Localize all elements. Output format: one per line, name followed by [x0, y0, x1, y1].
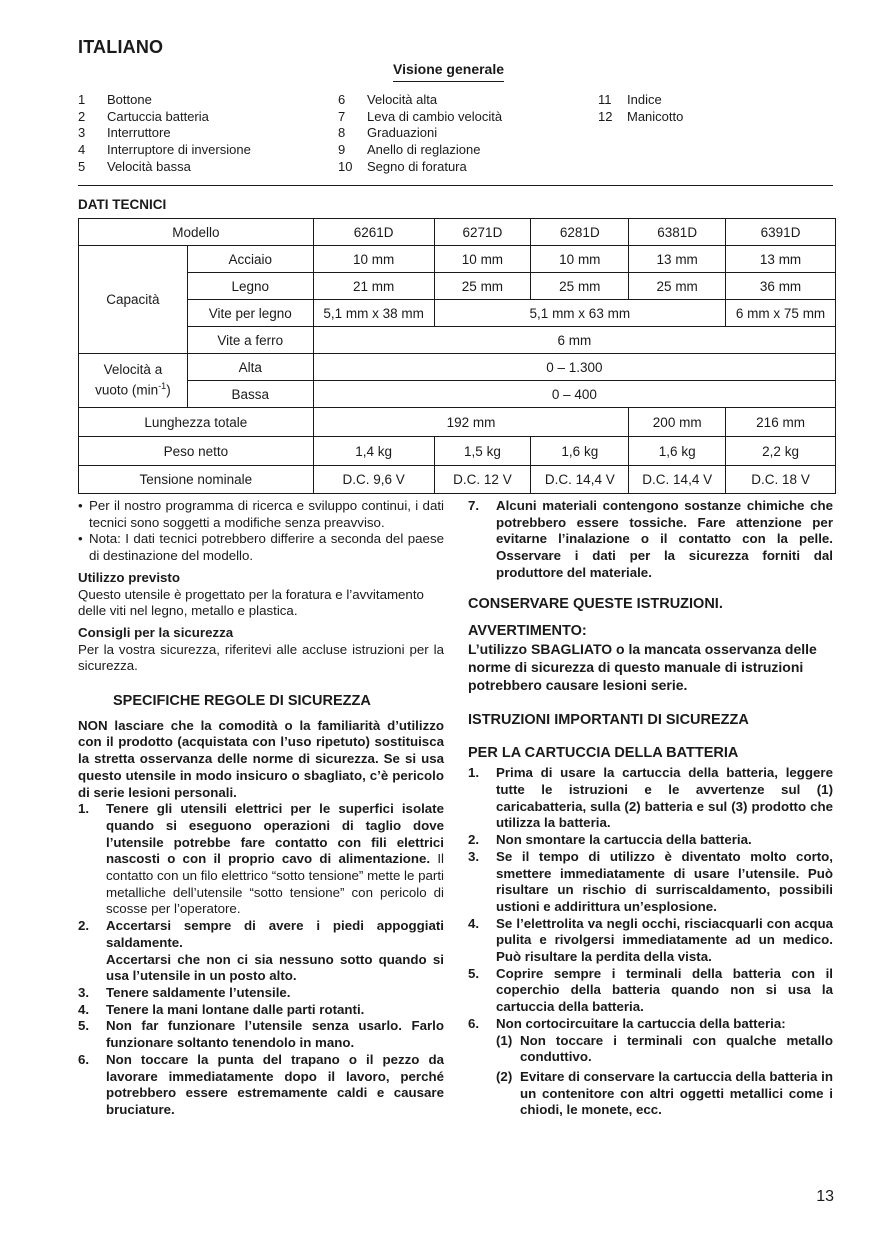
table-cell: 1,6 kg	[629, 437, 726, 466]
list-item: 4. Tenere la mani lontane dalle parti rotanti.	[78, 1001, 365, 1017]
rules-intro: NON lasciare che la comodità o la familiarità d’utilizzo con il prodotto (acquistata con l’uso ripetuto) sostituisca la stretta osservanza delle norme di sicurezza. Se si usa questo utensile in modo insicuro o sbagliato, c’è pericolo di serie lesioni personali.	[78, 717, 444, 800]
table-row	[79, 300, 836, 327]
overview-column-1	[78, 92, 251, 176]
overview-item: 11 Indice	[598, 92, 662, 107]
table-cell: 10 mm	[434, 246, 531, 273]
weight-label: Peso netto	[79, 437, 314, 466]
list-item: 2. Non smontare la cartuccia della batteria.	[468, 832, 752, 848]
table-row	[79, 408, 836, 437]
table-cell: D.C. 14,4 V	[629, 466, 726, 494]
table-row	[79, 354, 836, 381]
table-cell: 200 mm	[629, 408, 726, 437]
bassa-label: Bassa	[187, 381, 313, 408]
table-cell: 0 – 1.300	[313, 354, 835, 381]
overview-item: 2 Cartuccia batteria	[78, 108, 209, 124]
page-number: 13	[816, 1188, 834, 1205]
table-cell: D.C. 18 V	[726, 466, 836, 494]
overview-item: 1 Bottone	[78, 92, 152, 107]
table-cell: 1,5 kg	[434, 437, 531, 466]
table-cell: 21 mm	[313, 273, 434, 300]
left-column	[78, 498, 444, 1119]
right-column	[468, 498, 833, 1119]
model-cell: 6261D	[313, 219, 434, 246]
list-item: • Per il nostro programma di ricerca e sviluppo continui, i dati tecnici sono soggetti a modifiche senza preavviso.	[78, 498, 444, 530]
battery-title: PER LA CARTUCCIA DELLA BATTERIA	[468, 744, 739, 761]
specs-title: DATI TECNICI	[78, 197, 167, 212]
list-item: 3. Se il tempo di utilizzo è diventato molto corto, smettere immediatamente di usare l’utensile. Può risultare un rischio di surriscaldamento, possibili ustioni e addirittura un’esplosione.	[468, 848, 833, 914]
table-cell: 1,6 kg	[531, 437, 629, 466]
table-cell: 0 – 400	[313, 381, 835, 408]
model-cell: 6391D	[726, 219, 836, 246]
table-row	[79, 273, 836, 300]
table-row	[79, 437, 836, 466]
vite-legno-label: Vite per legno	[187, 300, 313, 327]
table-cell: 13 mm	[629, 246, 726, 273]
overview-item: 4 Interruptore di inversione	[78, 142, 251, 158]
model-cell: 6381D	[629, 219, 726, 246]
overview-title: Visione generale	[393, 61, 504, 82]
overview-item: 10 Segno di foratura	[338, 158, 467, 174]
safety-title: Consigli per la sicurezza	[78, 624, 234, 640]
table-cell: 36 mm	[726, 273, 836, 300]
table-cell: 2,2 kg	[726, 437, 836, 466]
table-cell: 1,4 kg	[313, 437, 434, 466]
overview-column-2	[338, 92, 502, 176]
acciaio-label: Acciaio	[187, 246, 313, 273]
table-cell: D.C. 14,4 V	[531, 466, 629, 494]
language-heading: ITALIANO	[78, 37, 164, 57]
model-cell: 6271D	[434, 219, 531, 246]
specs-table	[78, 218, 836, 494]
list-item: 1. Tenere gli utensili elettrici per le superfici isolate quando si eseguono operazioni di taglio dove l’utensile potrebbe fare contatto con fili elettrici nascosti o con il proprio cavo di alimentazione. Il contatto con un filo elettrico “sotto tensione” mette le parti metalliche dell’utensile “sotto tensione” con pericolo di scosse per l’operatore.	[78, 801, 445, 917]
table-cell: 13 mm	[726, 246, 836, 273]
overview-item: 5 Velocità bassa	[78, 158, 191, 174]
list-item: 3. Tenere saldamente l’utensile.	[78, 984, 291, 1000]
sub-list-item: (2) Evitare di conservare la cartuccia della batteria in un contenitore con altri oggetti metallici come i chiodi, le monete, ecc.	[496, 1068, 833, 1118]
length-label: Lunghezza totale	[79, 408, 314, 437]
table-cell: 25 mm	[629, 273, 726, 300]
table-cell: 5,1 mm x 38 mm	[313, 300, 434, 327]
overview-item: 3 Interruttore	[78, 125, 171, 141]
table-row	[79, 466, 836, 494]
keep-instructions: CONSERVARE QUESTE ISTRUZIONI.	[468, 595, 723, 612]
list-item: 7. Alcuni materiali contengono sostanze chimiche che potrebbero essere tossiche. Fare attenzione per evitarne l’inalazione o il contatto con la pelle. Osservare i dati per la sicurezza forniti dal produttore del materiale.	[468, 498, 833, 580]
table-row	[79, 327, 836, 354]
table-cell: 10 mm	[531, 246, 629, 273]
sub-list-item: (1) Non toccare i terminali con qualche metallo conduttivo.	[496, 1032, 833, 1065]
legno-label: Legno	[187, 273, 313, 300]
warning-text: L’utilizzo SBAGLIATO o la mancata osservanza delle norme di sicurezza di questo manuale di istruzioni potrebbero causare lesioni serie.	[468, 640, 817, 693]
table-cell: 192 mm	[313, 408, 629, 437]
list-item: 5. Non far funzionare l’utensile senza usarlo. Farlo funzionare soltanto tenendolo in mano.	[78, 1018, 444, 1051]
overview-item: 8 Graduazioni	[338, 125, 438, 141]
list-item: 5. Coprire sempre i terminali della batteria con il coperchio della batteria quando non si usa la cartuccia della batteria.	[468, 965, 833, 1015]
warning-title: AVVERTIMENTO:	[468, 623, 587, 640]
use-text: Questo utensile è progettato per la foratura e l’avvitamento delle viti nel legno, metallo e plastica.	[78, 586, 424, 619]
list-item: 4. Se l’elettrolita va negli occhi, risciacquarli con acqua pulita e rivolgersi immediatamente ad un medico. Può risultare la perdita della vista.	[468, 915, 833, 965]
important-heading: ISTRUZIONI IMPORTANTI DI SICUREZZA	[468, 711, 749, 728]
table-cell: 25 mm	[531, 273, 629, 300]
table-row	[79, 246, 836, 273]
list-item: • Nota: I dati tecnici potrebbero differire a seconda del paese di destinazione del modello.	[78, 531, 444, 564]
list-item: 6. Non toccare la punta del trapano o il pezzo da lavorare immediatamente dopo il lavoro, perché potrebbero essere estremamente caldi e causare bruciature.	[78, 1051, 444, 1117]
capacity-label: Capacità	[79, 246, 188, 354]
table-cell: 6 mm	[313, 327, 835, 354]
table-cell: 5,1 mm x 63 mm	[434, 300, 726, 327]
table-cell: D.C. 9,6 V	[313, 466, 434, 494]
table-cell: 216 mm	[726, 408, 836, 437]
list-item: 2. Accertarsi sempre di avere i piedi appoggiati saldamente. Accertarsi che non ci sia nessuno sotto quando si usa l’utensile in un posto alto.	[78, 918, 444, 984]
model-label: Modello	[79, 219, 314, 246]
table-cell: 10 mm	[313, 246, 434, 273]
table-cell: D.C. 12 V	[434, 466, 531, 494]
overview-column-3	[598, 92, 683, 125]
table-cell: 25 mm	[434, 273, 531, 300]
use-title: Utilizzo previsto	[78, 569, 180, 585]
section-divider	[78, 185, 833, 186]
voltage-label: Tensione nominale	[79, 466, 314, 494]
rules-title: SPECIFICHE REGOLE DI SICUREZZA	[113, 693, 371, 710]
list-item: 6. Non cortocircuitare la cartuccia della batteria:	[468, 1015, 786, 1031]
vite-ferro-label: Vite a ferro	[187, 327, 313, 354]
overview-item: 6 Velocità alta	[338, 92, 438, 107]
overview-item: 9 Anello di reglazione	[338, 142, 481, 158]
table-row	[79, 381, 836, 408]
overview-item: 7 Leva di cambio velocità	[338, 108, 503, 124]
alta-label: Alta	[187, 354, 313, 381]
table-row	[79, 219, 836, 246]
list-item: 1. Prima di usare la cartuccia della batteria, leggere tutte le istruzioni e le avvertenze sul (1) caricabatteria, sulla (2) batteria e sul (3) prodotto che utilizza la batteria.	[468, 765, 833, 831]
safety-text: Per la vostra sicurezza, riferitevi alle accluse istruzioni per la sicurezza.	[78, 641, 444, 674]
model-cell: 6281D	[531, 219, 629, 246]
table-cell: 6 mm x 75 mm	[726, 300, 836, 327]
speed-label: Velocità a vuoto $(\min^{-1})$	[79, 354, 188, 408]
overview-item: 12 Manicotto	[598, 108, 684, 124]
